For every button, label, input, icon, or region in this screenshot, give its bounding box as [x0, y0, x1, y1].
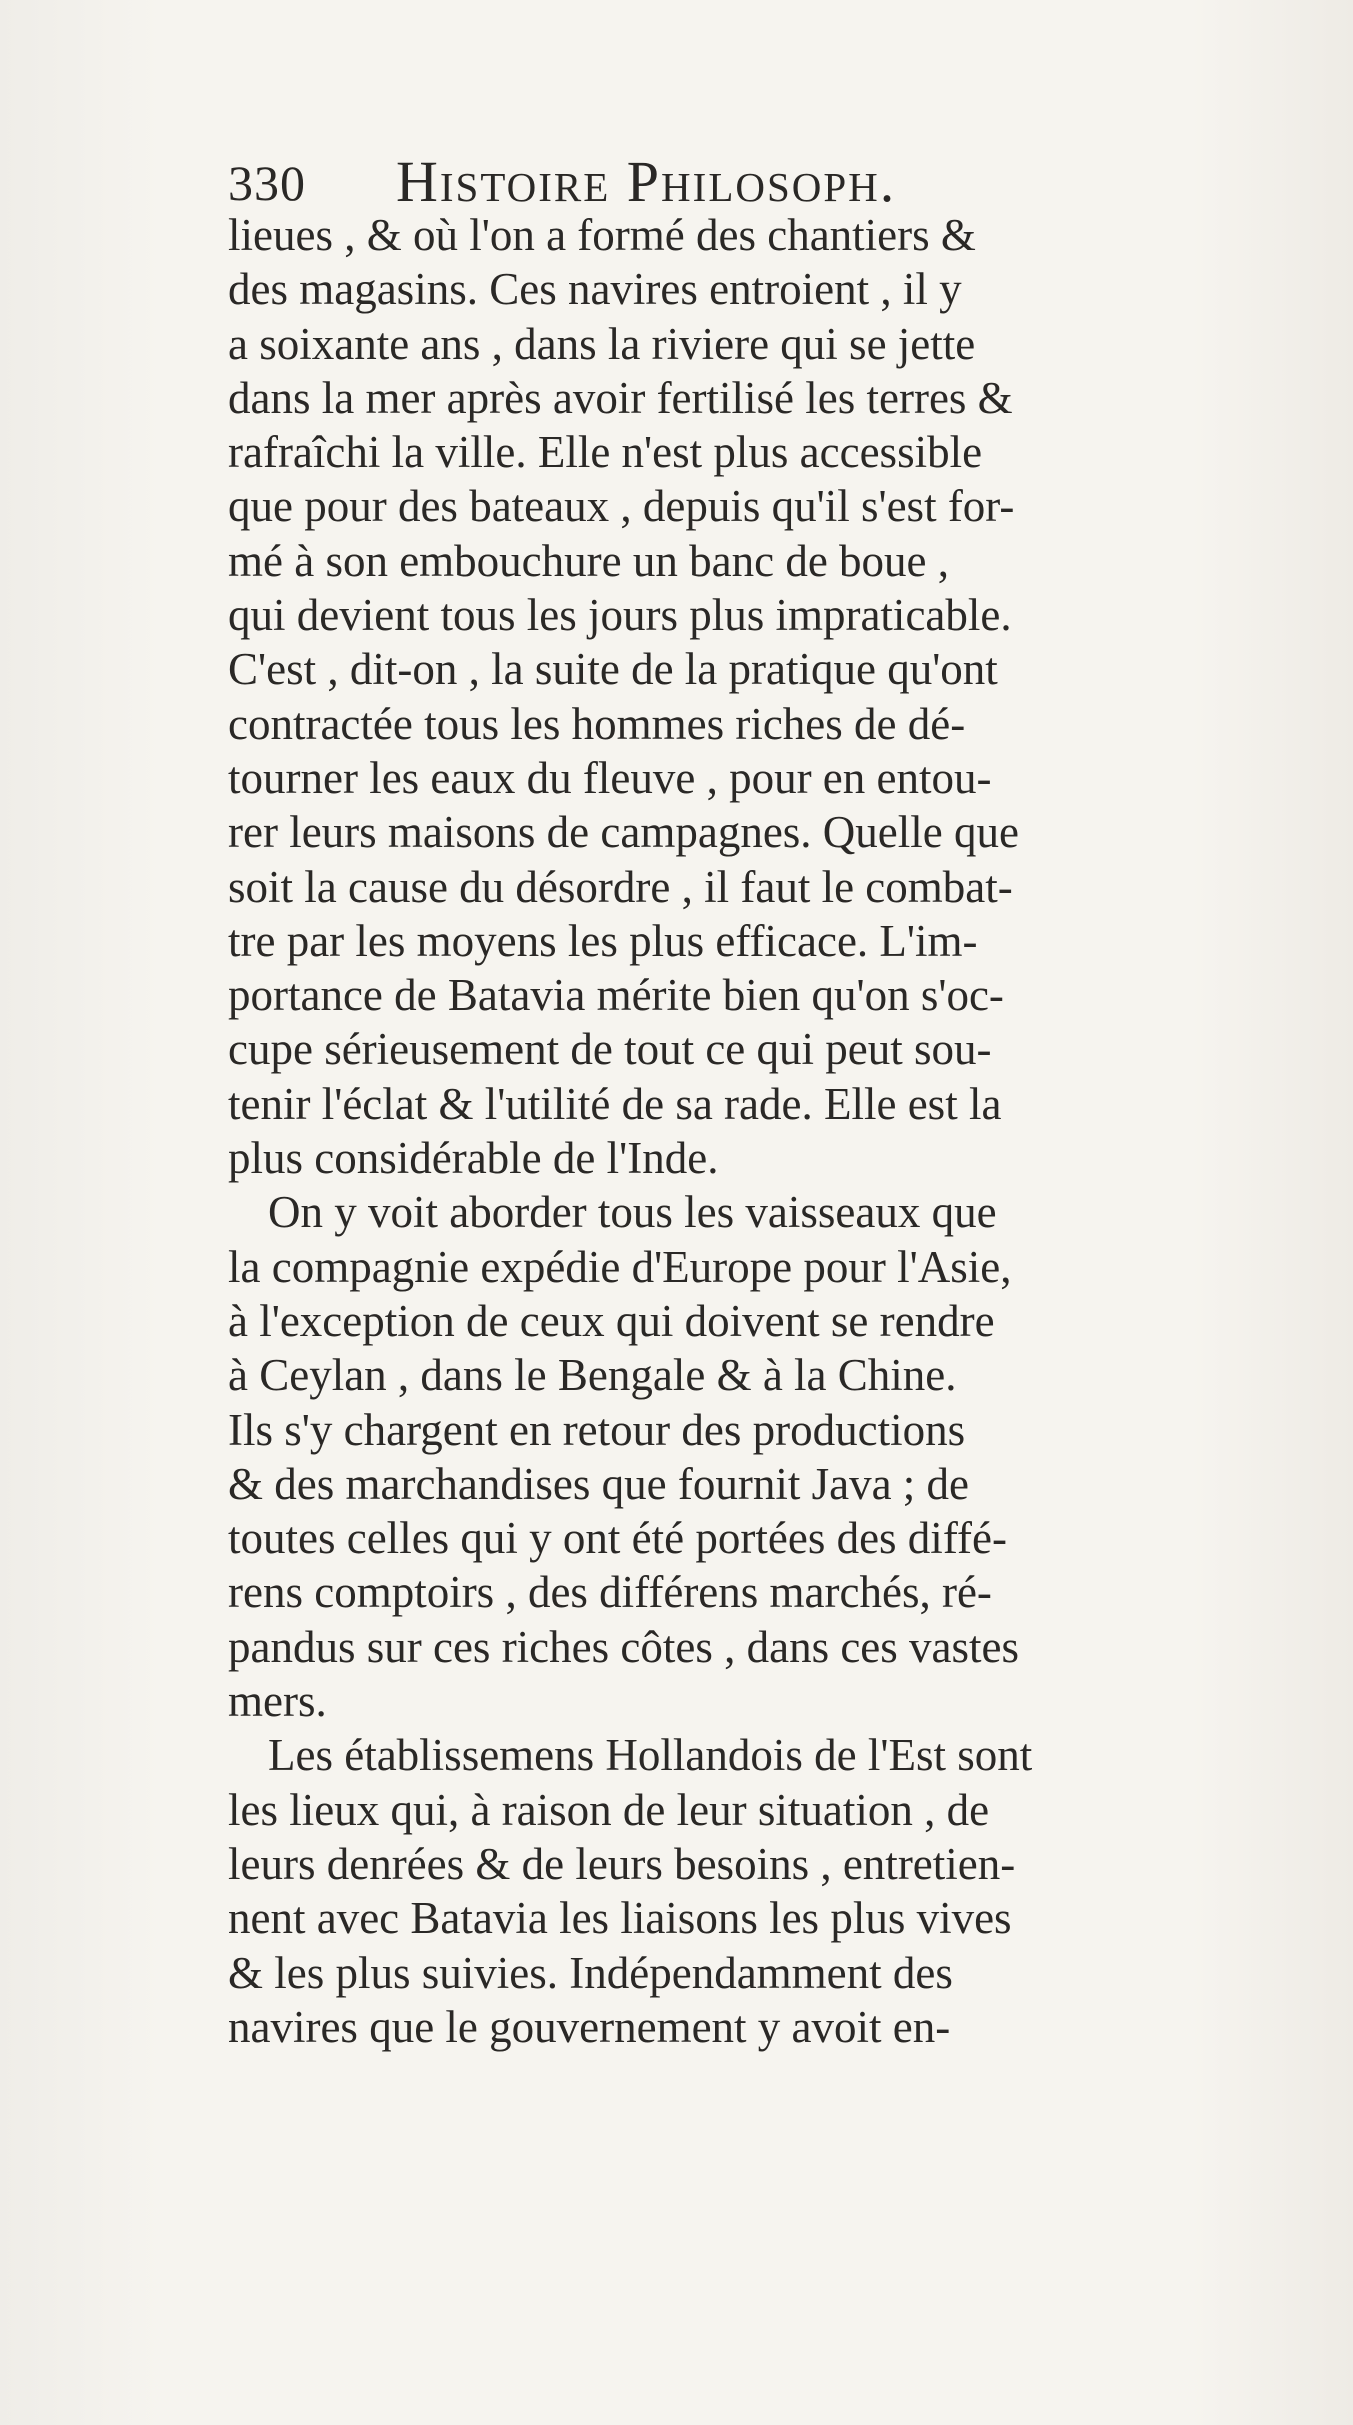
text-line: mé à son embouchure un banc de boue ,: [228, 535, 950, 586]
text-line: à Ceylan , dans le Bengale & à la Chine.: [228, 1350, 957, 1401]
text-line: tre par les moyens les plus efficace. L'im-: [228, 915, 978, 966]
text-line: navires que le gouvernement y avoit en-: [228, 2001, 951, 2052]
running-head: Histoire Philosoph.: [396, 149, 897, 214]
text-line: tenir l'éclat & l'utilité de sa rade. Elle est la: [228, 1078, 1002, 1129]
text-line: les lieux qui, à raison de leur situation , de: [228, 1784, 990, 1835]
text-line: Ils s'y chargent en retour des productions: [228, 1404, 966, 1455]
page-number: 330: [228, 155, 306, 211]
text-line: & des marchandises que fournit Java ; de: [228, 1458, 970, 1509]
paragraph-start-line: On y voit aborder tous les vaisseaux que: [268, 1187, 997, 1238]
text-line: leurs denrées & de leurs besoins , entretien-: [228, 1838, 1016, 1889]
text-line: rer leurs maisons de campagnes. Quelle que: [228, 807, 1019, 858]
text-line: des magasins. Ces navires entroient , il y: [228, 264, 962, 315]
text-line: plus considérable de l'Inde.: [228, 1133, 719, 1184]
text-line: nent avec Batavia les liaisons les plus vives: [228, 1893, 1012, 1944]
page-header: [228, 148, 1108, 214]
text-line: rens comptoirs , des différens marchés, ré-: [228, 1567, 992, 1618]
text-line: que pour des bateaux , depuis qu'il s'est for-: [228, 481, 1015, 532]
text-line: qui devient tous les jours plus impraticable.: [228, 590, 1012, 641]
text-line: contractée tous les hommes riches de dé-: [228, 698, 966, 749]
text-line: C'est , dit-on , la suite de la pratique qu'ont: [228, 644, 998, 695]
paragraph-start-line: Les établissemens Hollandois de l'Est sont: [268, 1730, 1033, 1781]
text-line: la compagnie expédie d'Europe pour l'Asie,: [228, 1241, 1012, 1292]
text-line: a soixante ans , dans la riviere qui se jette: [228, 318, 976, 369]
text-line: cupe sérieusement de tout ce qui peut sou-: [228, 1024, 992, 1075]
text-line: à l'exception de ceux qui doivent se rendre: [228, 1295, 995, 1346]
text-line: soit la cause du désordre , il faut le combat-: [228, 861, 1013, 912]
text-line: mers.: [228, 1676, 327, 1727]
text-line: dans la mer après avoir fertilisé les terres &: [228, 372, 1013, 423]
text-line: rafraîchi la ville. Elle n'est plus accessible: [228, 427, 983, 478]
text-line: tourner les eaux du fleuve , pour en entou-: [228, 752, 992, 803]
text-line: toutes celles qui y ont été portées des diffé-: [228, 1513, 1007, 1564]
text-line: portance de Batavia mérite bien qu'on s'oc-: [228, 970, 1004, 1021]
text-line: pandus sur ces riches côtes , dans ces vastes: [228, 1621, 1020, 1672]
text-line: lieues , & où l'on a formé des chantiers &: [228, 210, 976, 260]
text-line: & les plus suivies. Indépendamment des: [228, 1947, 953, 1998]
body-text: [228, 208, 1288, 2054]
